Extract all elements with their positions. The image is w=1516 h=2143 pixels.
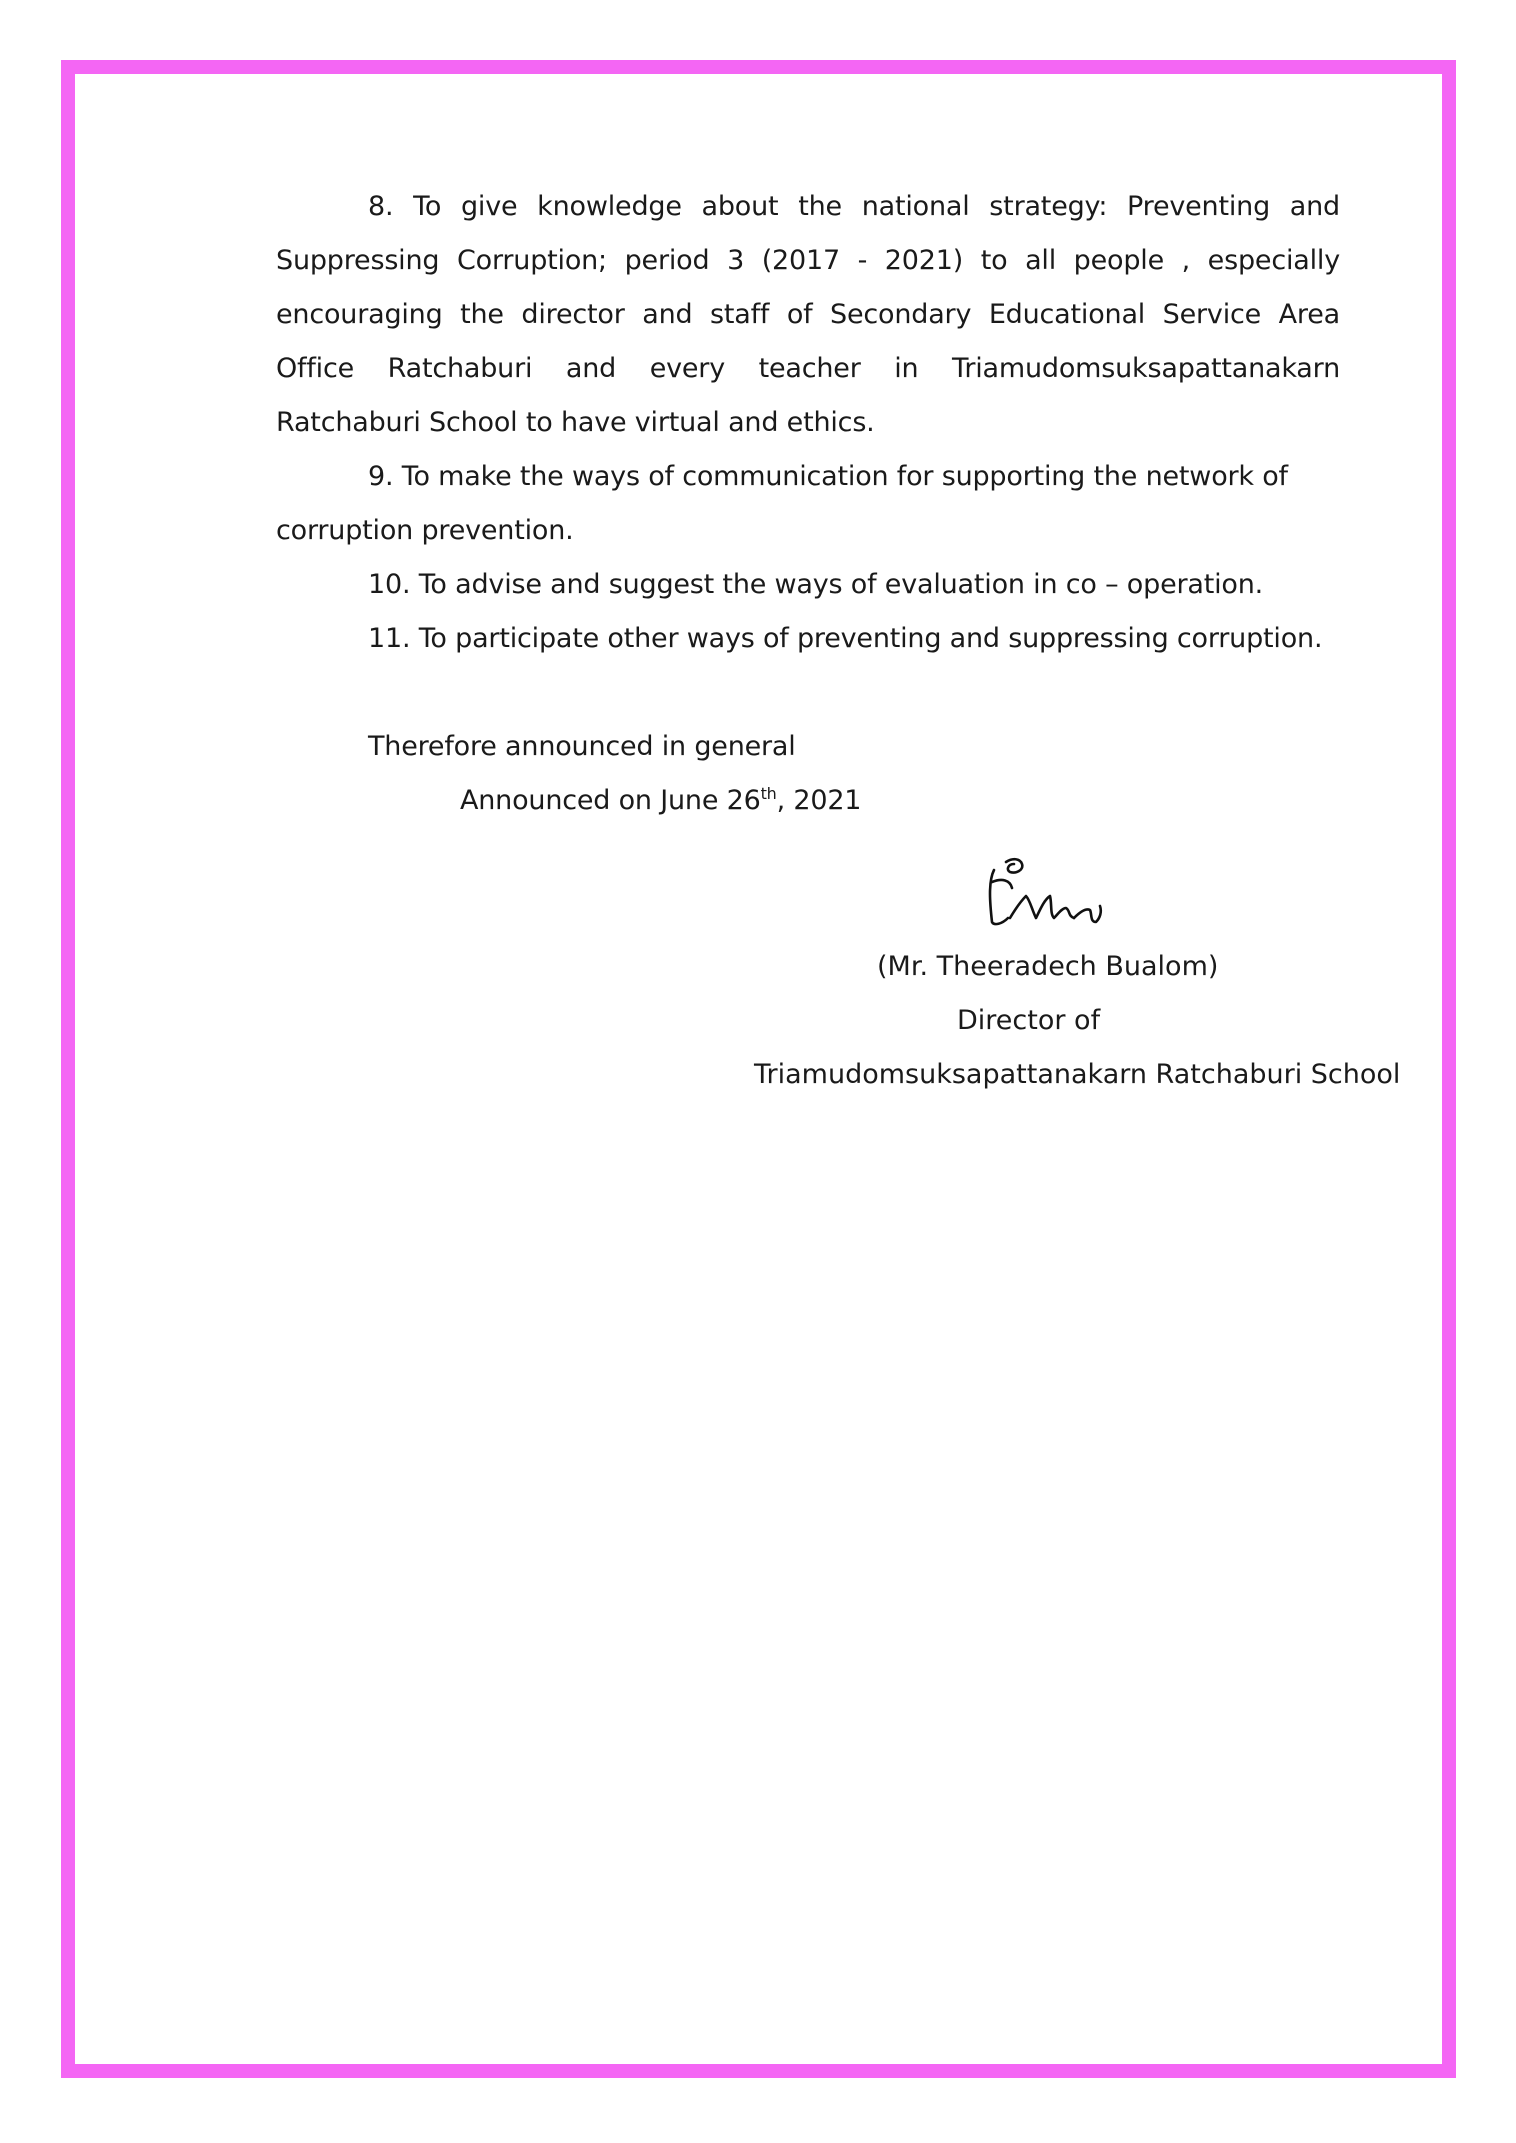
- signatory-title: Director of: [957, 1005, 1101, 1036]
- clause-8: 8. To give knowledge about the national strategy: Preventing and Suppressing Corruption; period 3 (2017 - 2021) to all people , especially encouraging the director and staff of Secondary Educational Service Area Office Ratchaburi and every teacher in Triamudomsuksapattanakarn Ratchaburi School to have virtual and ethics.: [276, 191, 1340, 438]
- announcement-line: Therefore announced in general: [368, 731, 796, 762]
- date-ordinal-suffix: th: [760, 784, 777, 803]
- signatory-name: (Mr. Theeradech Bualom): [877, 951, 1219, 982]
- date-rest: , 2021: [776, 785, 862, 816]
- handwritten-signature: [980, 852, 1110, 932]
- signatory-organization: Triamudomsuksapattanakarn Ratchaburi School: [754, 1059, 1401, 1090]
- clause-9-line-1: 9. To make the ways of communication for supporting the network of: [368, 461, 1288, 492]
- clause-11: 11. To participate other ways of preventing and suppressing corruption.: [368, 623, 1323, 654]
- announcement-date: [276, 774, 1340, 828]
- spacer: [276, 666, 1340, 720]
- clause-9-line-2: corruption prevention.: [276, 515, 574, 546]
- date-prefix: Announced on June 26: [460, 785, 761, 816]
- document-body: [276, 180, 1340, 828]
- clause-10: 10. To advise and suggest the ways of evaluation in co – operation.: [368, 569, 1264, 600]
